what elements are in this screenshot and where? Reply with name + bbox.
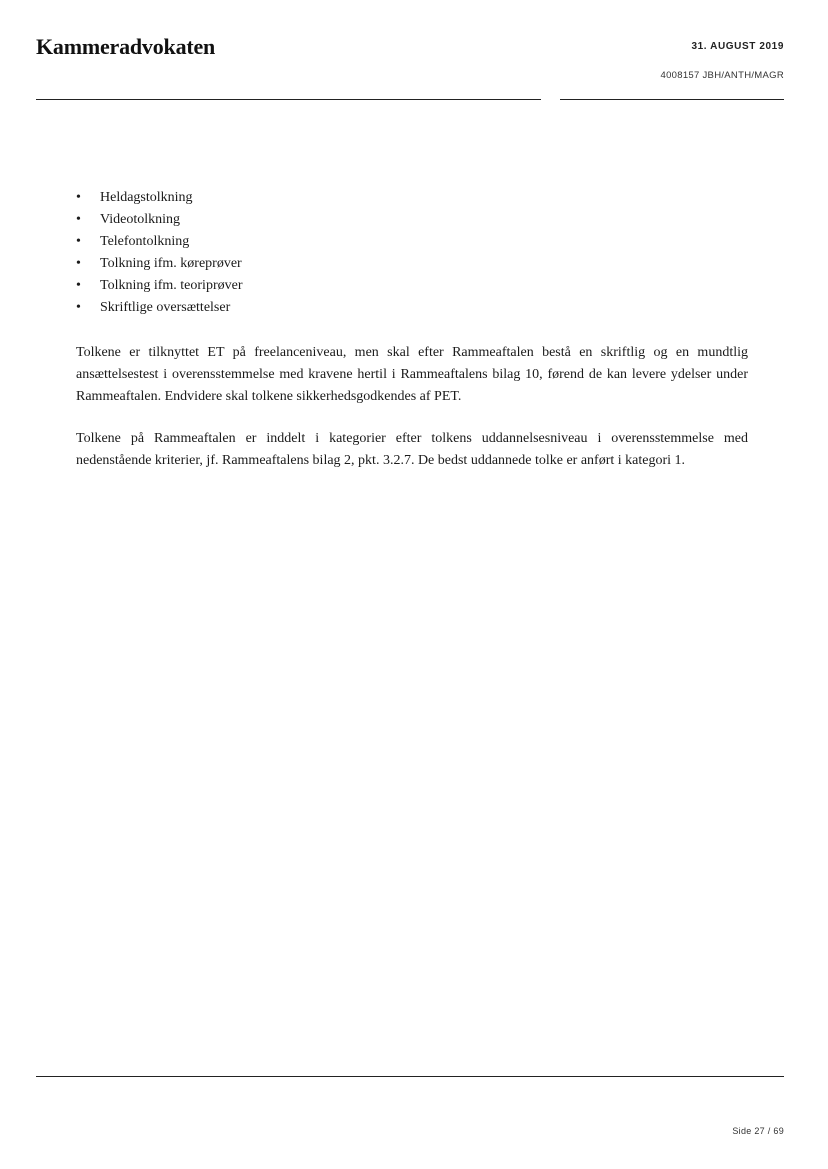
list-item: • Tolkning ifm. teoriprøver <box>76 275 243 297</box>
footer-rule <box>36 1076 784 1077</box>
page-number: Side 27 / 69 <box>732 1126 784 1136</box>
paragraph-categories: Tolkene på Rammeaftalen er inddelt i kategorier efter tolkens uddannelsesniveau i overensstemmelse med nedenstående kriterier, jf. Rammeaftalens bilag 2, pkt. 3.2.7. De bedst uddannede tolke er anført i kategori 1. <box>76 431 748 468</box>
document-date: 31. AUGUST 2019 <box>691 41 784 52</box>
document-reference: 4008157 JBH/ANTH/MAGR <box>660 70 784 81</box>
list-item: • Tolkning ifm. køreprøver <box>76 253 243 275</box>
logo: Kammeradvokaten <box>36 34 216 59</box>
list-item: • Telefontolkning <box>76 231 243 253</box>
header-rule-left <box>36 99 541 100</box>
service-list <box>76 187 243 319</box>
list-item: • Videotolkning <box>76 209 243 231</box>
paragraph-freelance: Tolkene er tilknyttet ET på freelanceniveau, men skal efter Rammeaftalen bestå en skriftlig og en mundtlig ansættelsestest i overensstemmelse med kravene hertil i Rammeaftalens bilag 10, førend de kan levere ydelser under Rammeaftalen. Endvidere skal tolkene sikkerhedsgodkendes af PET. <box>76 345 748 404</box>
list-item: • Heldagstolkning <box>76 187 243 209</box>
header-rule-right <box>560 99 784 100</box>
list-item: • Skriftlige oversættelser <box>76 297 243 319</box>
